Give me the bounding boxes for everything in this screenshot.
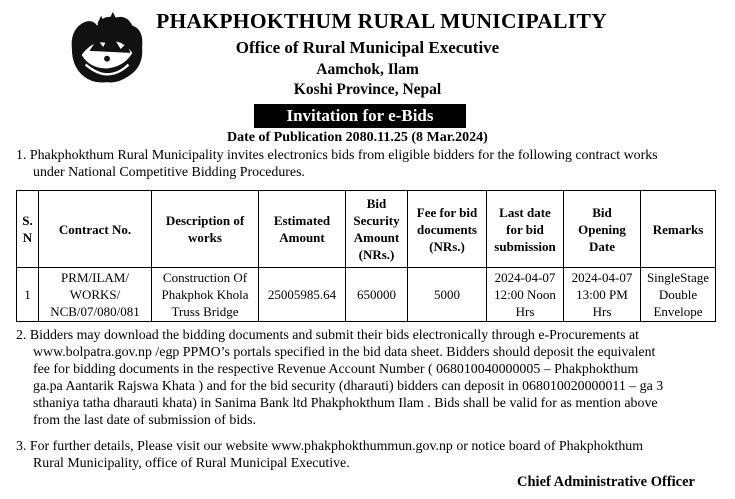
header-contract-no: Contract No. bbox=[39, 191, 152, 268]
signature-title: Chief Administrative Officer bbox=[517, 474, 695, 490]
paragraph-2-line: www.bolpatra.gov.np /egp PPMO’s portals specified in the bid data sheet. Bidders should deposit the equivalent bbox=[33, 344, 656, 360]
office-name: Office of Rural Municipal Executive bbox=[235, 38, 500, 57]
paragraph-2-line: sthaniya tatha dharauti khata) in Sanima Bank ltd Phakphokthum Ilam . Bids shall be valid for as mention above bbox=[33, 395, 658, 411]
paragraph-2-line: ga.pa Aantarik Rajswa Khata ) and for the bid security (dharauti) bidders can deposit in 068010020000011 – ga 3 bbox=[33, 378, 664, 394]
paragraph-3-line: Rural Municipality, office of Rural Municipal Executive. bbox=[33, 456, 350, 471]
cell-sn: 1 bbox=[17, 268, 39, 322]
office-location: Aamchok, Ilam bbox=[316, 61, 419, 78]
paragraph-2-line: fee for bidding documents in the respective Revenue Account Number ( 068010040000005 – Phakphokthum bbox=[33, 361, 639, 377]
paragraph-1-line-1: 1. Phakphokthum Rural Municipality invites electronics bids from eligible bidders for the following contract works bbox=[16, 148, 658, 163]
header-description: Description of works bbox=[152, 191, 259, 268]
table-row bbox=[17, 268, 716, 322]
paragraph-2 bbox=[16, 328, 663, 429]
bid-table bbox=[16, 190, 716, 322]
table-header-row bbox=[17, 191, 716, 268]
header-remarks: Remarks bbox=[641, 191, 716, 268]
header-last-date: Last date for bid submission bbox=[487, 191, 564, 268]
paragraph-1-line-2: under National Competitive Bidding Procedures. bbox=[33, 165, 305, 180]
header-bid-security: Bid Security Amount (NRs.) bbox=[346, 191, 408, 268]
header-sn: S. N bbox=[17, 191, 39, 268]
header-opening-date: Bid Opening Date bbox=[564, 191, 641, 268]
cell-opening-date: 2024-04-07 13:00 PM Hrs bbox=[564, 268, 641, 322]
header-fee: Fee for bid documents (NRs.) bbox=[408, 191, 487, 268]
paragraph-3-line: 3. For further details, Please visit our website www.phakphokthummun.gov.np or notice board of Phakphokthum bbox=[16, 439, 644, 454]
publication-date: Date of Publication 2080.11.25 (8 Mar.2024) bbox=[227, 130, 488, 145]
notice-heading: Invitation for e-Bids bbox=[254, 104, 466, 128]
paragraph-3 bbox=[16, 438, 643, 472]
paragraph-2-line: from the last date of submission of bids. bbox=[33, 412, 256, 428]
office-province: Koshi Province, Nepal bbox=[293, 81, 442, 98]
cell-last-date: 2024-04-07 12:00 Noon Hrs bbox=[487, 268, 564, 322]
cell-estimated-amount: 25005985.64 bbox=[259, 268, 346, 322]
paragraph-2-line: 2. Bidders may download the bidding documents and submit their bids electronically through e-Procurements at bbox=[16, 328, 640, 343]
cell-bid-security: 650000 bbox=[346, 268, 408, 322]
header-estimated-amount: Estimated Amount bbox=[259, 191, 346, 268]
cell-fee: 5000 bbox=[408, 268, 487, 322]
cell-contract-no: PRM/ILAM/ WORKS/ NCB/07/080/081 bbox=[39, 268, 152, 322]
cell-remarks: SingleStage Double Envelope bbox=[641, 268, 716, 322]
cell-description: Construction Of Phakphok Khola Truss Bridge bbox=[152, 268, 259, 322]
municipality-title: PHAKPHOKTHUM RURAL MUNICIPALITY bbox=[156, 9, 607, 33]
